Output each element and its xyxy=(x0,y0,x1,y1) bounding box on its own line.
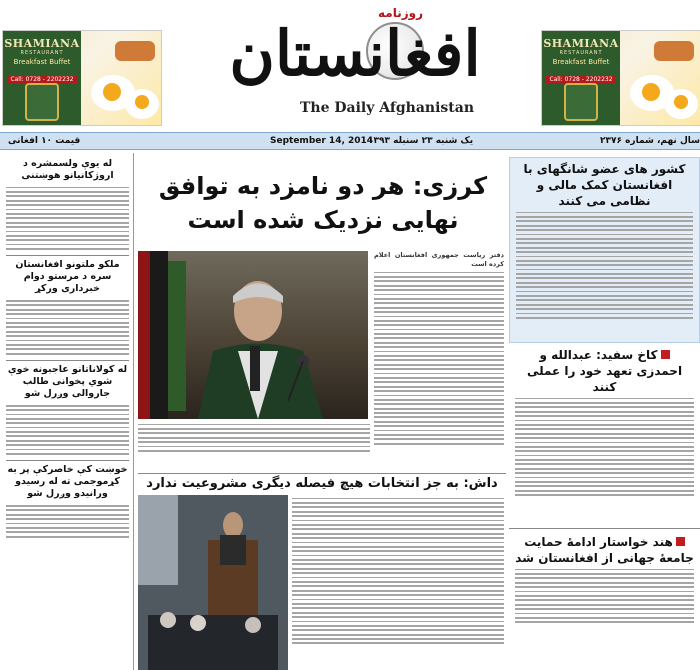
lead-body-right xyxy=(374,251,504,491)
lead-photo[interactable] xyxy=(138,251,368,419)
right-top-story xyxy=(509,157,700,343)
advertisement-right[interactable] xyxy=(541,30,700,126)
ad-food-image xyxy=(115,41,155,61)
divider xyxy=(6,255,129,256)
advertisement-left[interactable] xyxy=(2,30,162,126)
red-square-icon xyxy=(661,350,670,359)
article-body-text xyxy=(6,502,129,540)
date-bar xyxy=(0,132,700,150)
lead-body-below-photo xyxy=(138,421,370,469)
red-square-icon xyxy=(676,537,685,546)
ad-sub: RESTAURANT xyxy=(20,50,64,56)
article-body-text xyxy=(6,402,129,457)
divider xyxy=(509,528,700,529)
ad-phone: Call: 0728 - 2202232 xyxy=(7,75,76,84)
ad-food-image xyxy=(654,41,694,61)
egg-yolk-icon xyxy=(674,95,688,109)
price-label: قیمت ۱۰ افغانی xyxy=(8,136,81,146)
karzai-photo-illustration xyxy=(138,251,368,419)
ad-sub: RESTAURANT xyxy=(559,50,603,56)
podium-photo-illustration xyxy=(138,495,288,670)
ad-emblem-icon xyxy=(564,83,598,121)
lead-story xyxy=(138,153,506,670)
article-body-text xyxy=(6,184,129,252)
egg-yolk-icon xyxy=(135,95,149,109)
divider xyxy=(138,473,506,474)
article-headline[interactable]: کشور های عضو شانگهای با افغانستان کمک مالی و نظامی می کنند xyxy=(523,162,686,208)
ad-emblem-icon xyxy=(25,83,59,121)
logo-english-title[interactable]: The Daily Afghanistan xyxy=(299,100,474,116)
article-headline-text: کاخ سفید: عبدالله و احمدزی تعهد خود را عملی کنند xyxy=(526,348,683,394)
article-headline[interactable] xyxy=(515,347,694,395)
article-headline[interactable]: خوښت کې خاصرکې پر به کړموجمی ته له رسیدو ورانیدو وږرل شو xyxy=(7,464,128,500)
lead-caption: دفتر ریاست جمهوری افغانستان اعلام کرده است xyxy=(374,251,504,268)
right-mid-story xyxy=(509,343,700,525)
left-column xyxy=(2,153,134,670)
article-body-text xyxy=(516,212,693,319)
logo-title[interactable]: افغانستان xyxy=(229,17,481,90)
date-persian: یک شنبه ۲۳ سنبله ۱۳۹۳ xyxy=(368,136,474,146)
divider xyxy=(6,460,129,461)
ad-brand-panel xyxy=(542,31,620,126)
article-headline[interactable] xyxy=(515,534,694,566)
ad-brand: SHAMIANA xyxy=(543,37,619,50)
lead-headline-wrap xyxy=(142,169,504,237)
ad-brand-panel xyxy=(3,31,81,126)
right-bottom-story xyxy=(509,532,700,628)
article-headline[interactable]: له کولاناتانو عاجبونه خوې شوي پخوانی طالب جاروالی وږرل شو xyxy=(7,364,128,400)
lead-headline[interactable]: کرزی: هر دو نامزد به توافق نهایی نزدیک شده است xyxy=(158,172,488,234)
ad-brand: SHAMIANA xyxy=(4,37,80,50)
issue-number: سال نهم، شماره ۲۳۷۶ xyxy=(600,136,700,146)
article-body-text xyxy=(515,569,694,623)
subhead-wrap xyxy=(138,476,506,491)
ad-tagline: Breakfast Buffet xyxy=(552,58,610,66)
date-english: September 14, 2014 xyxy=(270,136,374,146)
article-headline[interactable]: ملکو ملتونو افغانستان سره د مرستو دوام خبرداری ورکړ xyxy=(15,259,120,295)
second-story-photo[interactable] xyxy=(138,495,288,670)
right-column xyxy=(509,157,700,670)
article-body-text xyxy=(6,297,129,357)
ad-phone: Call: 0728 - 2202232 xyxy=(546,75,615,84)
egg-yolk-icon xyxy=(103,83,121,101)
article-body-text xyxy=(515,398,694,496)
egg-yolk-icon xyxy=(642,83,660,101)
masthead xyxy=(0,0,700,132)
divider xyxy=(6,360,129,361)
second-story-headline[interactable]: داش: به جز انتخابات هیچ فیصله دیگری مشروعیت ندارد xyxy=(146,476,498,491)
article-headline-text: هند خواستار ادامهٔ حمایت جامعهٔ جهانی از افغانستان شد xyxy=(515,535,694,565)
ad-tagline: Breakfast Buffet xyxy=(13,58,71,66)
logo-subtitle: روزنامه xyxy=(378,6,423,20)
second-story-body xyxy=(292,495,504,670)
article-headline[interactable]: له یوې ولسمشره د اروژکانیانو هوښتنی xyxy=(21,158,114,181)
